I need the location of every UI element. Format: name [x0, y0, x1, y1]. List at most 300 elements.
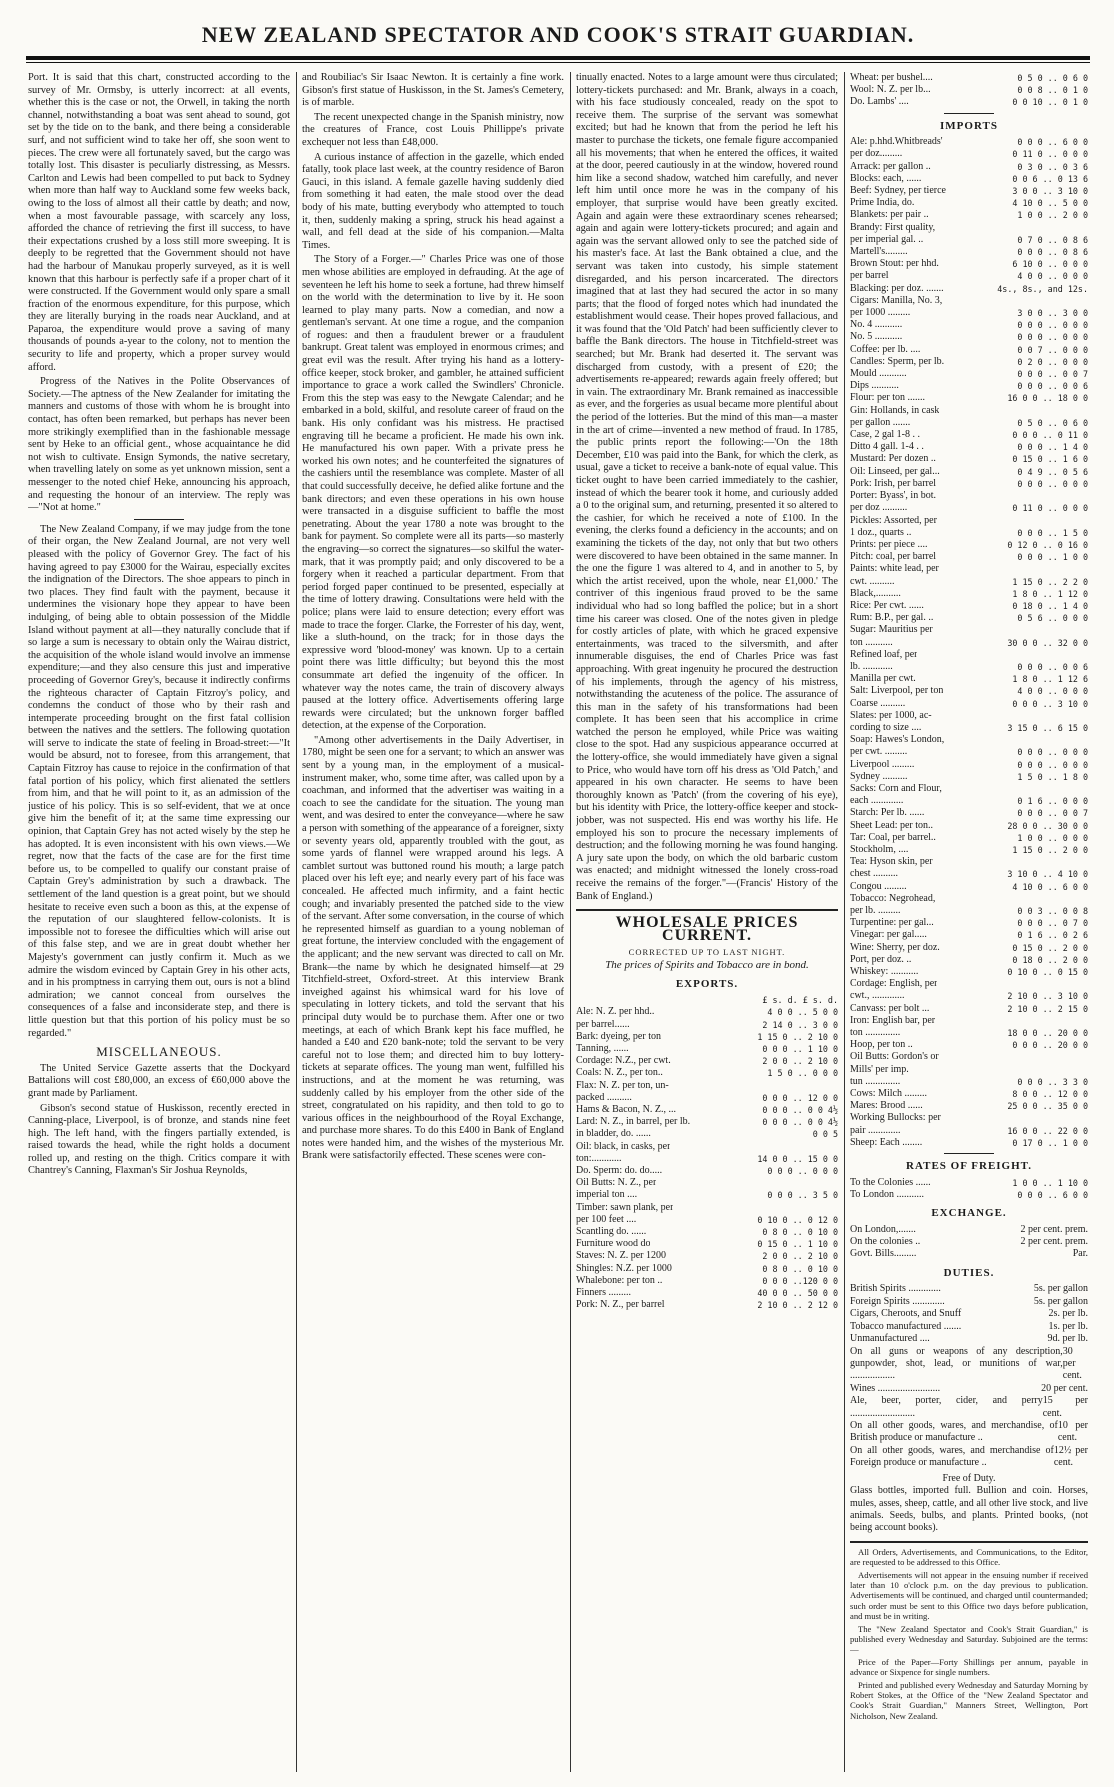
- item-value: 0 0 0 .. 0 0 0: [1017, 332, 1088, 343]
- price-row: [576, 1055, 838, 1067]
- duty-row: [850, 1383, 1088, 1395]
- item-value: 0 0 0 .. 0 8 6: [1017, 247, 1088, 258]
- price-row: [850, 84, 1088, 96]
- duty-row: [850, 1333, 1088, 1345]
- price-row: [576, 1153, 838, 1165]
- item-value: 0 17 0 .. 1 0 0: [1012, 1137, 1088, 1148]
- price-row: [850, 490, 1088, 502]
- exchange-row: [850, 1248, 1088, 1260]
- item-value: 16 0 0 .. 18 0 0: [1007, 393, 1088, 404]
- price-row: [850, 356, 1088, 368]
- item-value: 1 15 0 .. 2 2 0: [1012, 576, 1088, 587]
- masthead-rule: [26, 56, 1090, 60]
- item-label: Ale, beer, porter, cider, and perry ..........................: [850, 1395, 1043, 1419]
- price-row: [576, 1299, 838, 1311]
- item-label: Cigars, Cheroots, and Snuff: [850, 1308, 962, 1320]
- item-value: 0 0 0 .. 1 10 0: [762, 1043, 838, 1054]
- item-value: 0 11 0 .. 0 0 0: [1012, 149, 1088, 160]
- item-label: per barrel......: [576, 1018, 630, 1030]
- item-value: [1086, 1112, 1088, 1124]
- item-label: per cwt. .........: [850, 746, 908, 758]
- item-value: [1086, 710, 1088, 722]
- price-row: [850, 576, 1088, 588]
- item-label: On all other goods, wares, and merchandise of Foreign produce or manufacture ..: [850, 1444, 1054, 1469]
- item-label: Shingles: N.Z. per 1000: [576, 1262, 672, 1274]
- duty-row: [850, 1321, 1088, 1333]
- item-value: 0 0 0 .. 0 0 7: [1017, 808, 1088, 819]
- item-value: 0 0 0 .. 1 0 0: [1017, 552, 1088, 563]
- price-row: [850, 966, 1088, 978]
- price-row: [850, 856, 1088, 868]
- price-row: [850, 417, 1088, 429]
- item-label: Paints: white lead, per: [850, 563, 939, 575]
- duties-list: [850, 1283, 1088, 1469]
- price-row: [576, 1214, 838, 1226]
- item-label: Staves: N. Z. per 1200: [576, 1250, 666, 1262]
- item-label: per doz ..........: [850, 502, 908, 514]
- item-value: 0 0 0 .. 0 0 0: [1017, 759, 1088, 770]
- item-label: Do. Lambs' ....: [850, 96, 909, 108]
- item-value: 0 0 0 .. 0 11 0: [1012, 430, 1088, 441]
- price-row: [850, 551, 1088, 563]
- separator: [134, 519, 184, 520]
- price-row: [850, 197, 1088, 209]
- masthead: NEW ZEALAND SPECTATOR AND COOK'S STRAIT GUARDIAN.: [201, 22, 915, 47]
- column-divider: [844, 72, 845, 1772]
- price-row: [850, 612, 1088, 624]
- price-row: [850, 173, 1088, 185]
- price-row: [576, 1263, 838, 1275]
- item-value: 0 18 0 .. 1 4 0: [1012, 600, 1088, 611]
- item-value: 0 15 0 .. 2 0 0: [1012, 942, 1088, 953]
- price-row: [850, 649, 1088, 661]
- price-row: [850, 502, 1088, 514]
- item-value: 0 5 6 .. 0 0 0: [1017, 613, 1088, 624]
- duty-row: [850, 1346, 1088, 1383]
- price-row: [850, 978, 1088, 990]
- item-label: Govt. Bills.........: [850, 1248, 917, 1260]
- item-value: 30 0 0 .. 32 0 0: [1007, 637, 1088, 648]
- item-value: 2 0 0 .. 2 10 0: [762, 1056, 838, 1067]
- item-label: On London,.......: [850, 1223, 916, 1235]
- office-notice: Advertisements will not appear in the ensuing number if received later than 10 o'clock p.m. on the day previous to publication. Advertisements will be continued, and charged until countermanded; such order must be sent to this Office two days before publication, and must be in writing.: [850, 1569, 1088, 1622]
- price-row: [850, 539, 1088, 551]
- price-row: [850, 954, 1088, 966]
- item-value: [1086, 856, 1088, 868]
- price-row: [576, 1287, 838, 1299]
- item-label: Wines .........................: [850, 1382, 941, 1394]
- freight-row: [850, 1177, 1088, 1189]
- exchange-list: [850, 1224, 1088, 1261]
- item-value: [1086, 1015, 1088, 1027]
- item-value: 4 0 0 .. 5 0 0: [767, 1007, 838, 1018]
- item-label: Blacking: per doz. .......: [850, 282, 944, 294]
- item-label: Congou .........: [850, 880, 907, 892]
- free-of-duty-heading: Free of Duty.: [942, 1472, 996, 1484]
- item-label: Rum: B.P., per gal. ..: [850, 612, 934, 624]
- item-value: 4 0 0 .. 0 0 0: [1017, 271, 1088, 282]
- duties-heading: DUTIES.: [943, 1266, 995, 1279]
- item-value: 25 0 0 .. 35 0 0: [1007, 1101, 1088, 1112]
- duty-row: [850, 1395, 1088, 1420]
- item-label: Mould ...........: [850, 368, 907, 380]
- price-row: [850, 1100, 1088, 1112]
- item-label: Wool: N. Z. per lb...: [850, 84, 931, 96]
- item-label: tun ..............: [850, 1075, 901, 1087]
- exports-list: [576, 1006, 838, 1311]
- duty-row: [850, 1445, 1088, 1470]
- price-row: [576, 1238, 838, 1250]
- item-label: Ditto 4 gall. 1-4 . .: [850, 441, 924, 453]
- item-label: Sugar: Mauritius per: [850, 624, 933, 636]
- item-label: Mills' per imp.: [850, 1063, 909, 1075]
- item-value: 2 per cent. prem.: [1020, 1236, 1088, 1248]
- item-label: Tobacco manufactured .......: [850, 1320, 962, 1332]
- office-notice: Price of the Paper—Forty Shillings per annum, payable in advance or Sixpence for single numbers.: [850, 1656, 1088, 1678]
- exports-heading: EXPORTS.: [675, 977, 739, 990]
- item-value: 4 10 0 .. 5 0 0: [1012, 198, 1088, 209]
- price-row: [576, 1189, 838, 1201]
- item-label: cwt. ..........: [850, 575, 895, 587]
- item-label: Beef: Sydney, per tierce: [850, 185, 946, 197]
- item-value: 1 0 0 .. 0 0 0: [1017, 832, 1088, 843]
- item-label: ton ...........: [850, 636, 893, 648]
- item-value: 1 5 0 .. 0 0 0: [767, 1068, 838, 1079]
- price-row: [850, 624, 1088, 636]
- freight-heading: RATES OF FREIGHT.: [906, 1160, 1032, 1173]
- price-row: [850, 96, 1088, 108]
- price-row: [850, 1015, 1088, 1027]
- item-label: Ale: p.hhd.Whitbreads': [850, 136, 943, 148]
- item-value: [1086, 563, 1088, 575]
- item-value: 1 0 0 .. 1 10 0: [1012, 1177, 1088, 1188]
- price-row: [850, 283, 1088, 295]
- item-label: Blankets: per pair ..: [850, 209, 929, 221]
- price-row: [850, 429, 1088, 441]
- price-row: [850, 1064, 1088, 1076]
- item-label: Martell's.........: [850, 246, 908, 258]
- item-value: 0 10 0 .. 0 12 0: [757, 1214, 838, 1225]
- item-label: Finners .........: [576, 1287, 631, 1299]
- item-label: Turpentine: per gal...: [850, 917, 934, 929]
- price-row: [850, 1051, 1088, 1063]
- price-row: [850, 270, 1088, 282]
- item-value: 4s., 8s., and 12s.: [997, 283, 1088, 294]
- item-label: Sacks: Corn and Flour,: [850, 782, 942, 794]
- price-row: [850, 1076, 1088, 1088]
- price-row: [850, 698, 1088, 710]
- item-value: 0 8 0 .. 0 10 0: [762, 1263, 838, 1274]
- price-row: [850, 1112, 1088, 1124]
- price-row: [850, 710, 1088, 722]
- price-row: [850, 295, 1088, 307]
- item-value: 2 10 0 .. 2 15 0: [1007, 1003, 1088, 1014]
- item-value: 16 0 0 .. 22 0 0: [1007, 1125, 1088, 1136]
- price-row: [850, 258, 1088, 270]
- item-value: 5s. per gallon: [1033, 1283, 1088, 1295]
- item-value: 0 3 0 .. 0 3 6: [1017, 161, 1088, 172]
- price-row: [850, 319, 1088, 331]
- item-value: 0 0 0 .. 1 4 0: [1017, 442, 1088, 453]
- item-value: 2 0 0 .. 2 10 0: [762, 1251, 838, 1262]
- price-row: [576, 1006, 838, 1018]
- item-value: [1086, 295, 1088, 307]
- article-paragraph: "Among other advertisements in the Daily Advertiser, in 1780, might be seen one for a servant; to which an answer was sent by a young man, in the employment of a musical-instrument maker, who, some time after, was called upon by a coachman, and informed that the advertiser was waiting in a coach to see the candidate for the situation. The young man went, and was desired to enter the conveyance—where he saw a person with something of the appearance of a foreigner, sixty or seventy years old, apparently troubled with the gout, as some yards of flannel were wrapped around his legs. A camblet surtout was buttoned round his mouth; a large patch placed over his left eye; and nearly every part of his face was concealed. He affected much infirmity, and a faint hectic cough; and invariably presented the patched side to the view of the servant. After some conversation, in the course of which he represented himself as guardian to a young nobleman of great fortune, the interview concluded with the engagement of the applicant; and the new servant was directed to call on Mr. Brank—the name by which he designated himself—at 29 Titchfield-street, Oxford-street. At this interview Brank inveighed against his whimsical ward for his love of speculating in lottery tickets, and told the servant that his principal duty would be to purchase them. After one or two meetings, at each of which Brank kept his face muffled, he handed a £40 and £20 bank-note; told the servant to be very careful not to lose them; and directed him to buy lottery-tickets at separate offices. The young man went, fulfilled his instructions, and at the moment he was returning, was suddenly called by his employer from the other side of the street, congratulated on his rapidity, and then told to go to various offices in the neighbourhood of the Royal Exchange, and purchase more shares. To do this £400 in Bank of England notes were handed him, and the wishes of the mysterious Mr. Brank were satisfactorily effected. These scenes were con-: [302, 734, 564, 1162]
- item-value: 28 0 0 .. 30 0 0: [1007, 820, 1088, 831]
- office-notice: The "New Zealand Spectator and Cook's Strait Guardian," is published every Wednesday and Saturday. Subjoined are the terms:—: [850, 1623, 1088, 1655]
- item-value: 0 0 0 .. 0 0 0: [1017, 320, 1088, 331]
- item-value: 1 0 0 .. 2 0 0: [1017, 210, 1088, 221]
- item-label: Liverpool .........: [850, 758, 915, 770]
- item-label: Candles: Sperm, per lb.: [850, 355, 945, 367]
- item-label: Starch: Per lb. ......: [850, 807, 925, 819]
- price-row: [850, 868, 1088, 880]
- item-value: 8 0 0 .. 12 0 0: [1012, 1089, 1088, 1100]
- price-row: [850, 466, 1088, 478]
- item-value: 1 15 0 .. 2 10 0: [757, 1031, 838, 1042]
- price-row: [850, 820, 1088, 832]
- price-row: [850, 759, 1088, 771]
- item-label: each .............: [850, 795, 904, 807]
- item-value: 0 0 10 .. 0 1 0: [1012, 97, 1088, 108]
- item-value: 2s. per lb.: [1048, 1308, 1088, 1320]
- masthead-rule-thin: [26, 62, 1090, 63]
- price-row: [850, 527, 1088, 539]
- item-label: per imperial gal. ..: [850, 233, 924, 245]
- item-value: 14 0 0 .. 15 0 0: [757, 1153, 838, 1164]
- item-value: 1 8 0 .. 1 12 0: [1012, 588, 1088, 599]
- item-value: 3 0 0 .. 3 10 0: [1012, 186, 1088, 197]
- item-label: Coarse ..........: [850, 697, 906, 709]
- price-row: [850, 734, 1088, 746]
- price-row: [576, 1250, 838, 1262]
- item-label: Gin: Hollands, in cask: [850, 404, 940, 416]
- article-paragraph: The United Service Gazette asserts that the Dockyard Battalions will cost £80,000, an excess of €60,000 above the grant made by Parliament.: [28, 1062, 290, 1099]
- item-value: 0 0 0 .. 12 0 0: [762, 1092, 838, 1103]
- wholesale-subheading: CORRECTED UP TO LAST NIGHT.: [628, 947, 786, 958]
- item-value: 0 4 9 .. 0 5 6: [1017, 466, 1088, 477]
- item-label: Sheep: Each ........: [850, 1136, 923, 1148]
- price-row: [850, 1003, 1088, 1015]
- item-value: [1086, 1051, 1088, 1063]
- column-1: [28, 72, 290, 1772]
- office-notice: All Orders, Advertisements, and Communications, to the Editor, are requested to be addressed to this Office.: [850, 1546, 1088, 1568]
- price-row: [850, 722, 1088, 734]
- item-label: packed ..........: [576, 1091, 632, 1103]
- item-label: cwt., .............: [850, 990, 905, 1002]
- price-row: [850, 929, 1088, 941]
- item-label: Porter: Byass', in bot.: [850, 490, 936, 502]
- price-row: [850, 844, 1088, 856]
- item-label: Port, per doz. ..: [850, 953, 912, 965]
- exchange-row: [850, 1236, 1088, 1248]
- separator: [944, 1153, 994, 1154]
- price-row: [576, 1092, 838, 1104]
- item-value: 0 2 0 .. 0 0 0: [1017, 356, 1088, 367]
- price-row: [850, 331, 1088, 343]
- item-label: Oil: black, in casks, per: [576, 1140, 671, 1152]
- item-value: 3 10 0 .. 4 10 0: [1007, 869, 1088, 880]
- item-label: Arrack: per gallon ..: [850, 160, 931, 172]
- item-value: 40 0 0 .. 50 0 0: [757, 1288, 838, 1299]
- item-label: Working Bullocks: per: [850, 1112, 941, 1124]
- item-value: 0 0 0 .. 0 0 4½: [762, 1104, 838, 1115]
- item-value: 0 15 0 .. 1 6 0: [1012, 454, 1088, 465]
- price-row: [850, 783, 1088, 795]
- exchange-heading: EXCHANGE.: [931, 1207, 1007, 1220]
- item-label: Oil Butts: Gordon's or: [850, 1051, 939, 1063]
- price-row: [850, 795, 1088, 807]
- item-value: 0 0 0 .. 3 5 0: [767, 1190, 838, 1201]
- price-row: [850, 405, 1088, 417]
- item-value: [1086, 734, 1088, 746]
- item-label: Flax: N. Z. per ton, un-: [576, 1079, 669, 1091]
- item-value: 0 0 0 .. 3 3 0: [1017, 1076, 1088, 1087]
- price-row: [850, 661, 1088, 673]
- imports-heading: IMPORTS: [940, 119, 998, 132]
- price-row: [850, 905, 1088, 917]
- item-label: Ale: N. Z. per hhd..: [576, 1006, 655, 1018]
- item-value: 0 0 0 .. 0 0 4½: [762, 1117, 838, 1128]
- item-value: 3 15 0 .. 6 15 0: [1007, 722, 1088, 733]
- price-row: [850, 234, 1088, 246]
- item-label: Hams & Bacon, N. Z., ...: [576, 1103, 676, 1115]
- item-label: Furniture wood do: [576, 1238, 651, 1250]
- item-value: 0 1 6 .. 0 0 0: [1017, 796, 1088, 807]
- item-value: 3 0 0 .. 3 0 0: [1017, 308, 1088, 319]
- column-2: [302, 72, 564, 1772]
- item-value: [836, 1080, 838, 1092]
- item-value: 0 10 0 .. 0 15 0: [1007, 967, 1088, 978]
- section-rule: [576, 909, 838, 911]
- item-value: 0 0 0 .. 0 7 0: [1017, 918, 1088, 929]
- price-row: [850, 515, 1088, 527]
- price-row: [850, 307, 1088, 319]
- item-label: lb. ............: [850, 660, 893, 672]
- item-value: [1086, 405, 1088, 417]
- item-label: Wine: Sherry, per doz.: [850, 941, 940, 953]
- item-value: 0 0 0 ..120 0 0: [762, 1275, 838, 1286]
- item-label: Scantling do. ......: [576, 1226, 647, 1238]
- item-label: per 100 feet ....: [576, 1213, 637, 1225]
- price-row: [850, 72, 1088, 84]
- item-label: Soap: Hawes's London,: [850, 734, 945, 746]
- item-label: Brandy: First quality,: [850, 221, 936, 233]
- item-label: Whiskey: ...........: [850, 966, 919, 978]
- item-value: 0 12 0 .. 0 16 0: [1007, 539, 1088, 550]
- item-label: British Spirits .............: [850, 1283, 941, 1295]
- price-row: [850, 380, 1088, 392]
- item-label: Canvass: per bolt ...: [850, 1002, 930, 1014]
- item-value: 0 0 0 .. 6 0 0: [1017, 1189, 1088, 1200]
- item-label: per doz.........: [850, 148, 903, 160]
- item-value: 1 15 0 .. 2 0 0: [1012, 844, 1088, 855]
- item-label: To London ...........: [850, 1188, 925, 1200]
- item-label: per barrel: [850, 270, 889, 282]
- item-label: Rice: Per cwt. ......: [850, 599, 924, 611]
- price-row: [576, 1165, 838, 1177]
- price-row: [576, 1141, 838, 1153]
- separator: [944, 113, 994, 114]
- item-label: Coffee: per lb. ....: [850, 343, 921, 355]
- item-value: 0 0 0 .. 0 0 0: [767, 1166, 838, 1176]
- item-label: pair .............: [850, 1124, 901, 1136]
- article-paragraph: Progress of the Natives in the Polite Observances of Society.—The aptness of the New Zealander for imitating the manners and customs of those with whom he is brought into contact, has often been remarked, but perhaps has never been more strikingly exemplified than in the fashionable message sent by Heke to an official gent., whose acquaintance he did not wish to cultivate. Ensign Symonds, the native secretary, when travelling lately on some as yet unknown mission, sent a messenger to the noted chief Heke, announcing his approach, and requesting the honour of an interview. The reply was—"Not at home.": [28, 376, 290, 514]
- price-row: [850, 673, 1088, 685]
- item-label: per lb. .........: [850, 905, 901, 916]
- item-value: 0 0 0 .. 0 0 7: [1017, 369, 1088, 380]
- price-row: [850, 478, 1088, 490]
- price-row: [576, 1080, 838, 1092]
- price-row: [576, 1031, 838, 1043]
- item-value: 0 0 0 .. 0 0 6: [1017, 661, 1088, 672]
- item-label: On all guns or weapons of any description, gunpowder, shot, lead, or munitions of war, ..................: [850, 1345, 1063, 1382]
- item-label: Salt: Liverpool, per ton: [850, 685, 944, 697]
- item-label: Sheet Lead: per ton..: [850, 819, 934, 831]
- price-columns-header: £ s. d. £ s. d.: [762, 995, 838, 1006]
- price-row: [850, 917, 1088, 929]
- item-label: Flour: per ton .......: [850, 392, 925, 404]
- item-value: [1086, 490, 1088, 502]
- item-value: 20 per cent.: [1041, 1382, 1088, 1394]
- item-value: 2 10 0 .. 2 12 0: [757, 1300, 838, 1311]
- item-label: Refined loaf, per: [850, 648, 918, 660]
- price-row: [850, 185, 1088, 197]
- column-4: [850, 72, 1088, 1772]
- item-label: Mustard: Per dozen ..: [850, 453, 936, 465]
- item-label: cording to size ....: [850, 721, 922, 733]
- item-label: Hoop, per ton ..: [850, 1039, 913, 1051]
- item-label: Vinegar: per gal.....: [850, 929, 927, 941]
- item-value: [1086, 978, 1088, 990]
- item-label: Coals: N. Z., per ton..: [576, 1067, 663, 1079]
- item-value: 0 5 0 .. 0 6 0: [1017, 73, 1088, 83]
- item-label: chest ..........: [850, 868, 899, 880]
- item-label: Dips ...........: [850, 380, 899, 392]
- section-rule: [850, 1541, 1088, 1543]
- item-label: per gallon .......: [850, 416, 911, 428]
- free-of-duty-items: Glass bottles, imported full. Bullion and coin. Horses, mules, asses, sheep, cattle, and all other live stock, and live animals. Seeds, bulbs, and plants. Printed books, (not being account books).: [850, 1485, 1088, 1534]
- item-label: Oil Butts: N. Z., per: [576, 1177, 657, 1189]
- item-value: 18 0 0 .. 20 0 0: [1007, 1028, 1088, 1039]
- price-row: [850, 881, 1088, 893]
- item-value: [1086, 222, 1088, 234]
- item-value: 0 0 8 .. 0 1 0: [1017, 85, 1088, 96]
- price-row: [850, 1137, 1088, 1149]
- article-paragraph: tinually enacted. Notes to a large amount were thus circulated; lottery-tickets purchased: and Mr. Brank, always in a coach, with his face studiously concealed, ready on the spot to receive them. The surprise of the servant was somewhat excited; but had he known that from the period he left his master to purchase the tickets, one female figure accompanied all his movements; that when he entered the offices, it waited at the door, peered cautiously in at the window, hovered round him like a second shadow, watched him carefully, and never left him until once more he was in the company of his employer, that surprise would have been greatly excited. Again and again were these extraordinary scenes rehearsed; again and again were lottery-tickets procured; and again and again was the servant allowed only to see the patched side of his master's face. At last the Bank obtained a clue, and the servant was taken into custody, his simple statement disregarded, and his person incarcerated. The directors imagined that at last they had secured the actor in so many parts; that the flood of forged notes which had inundated the establishment would cease. Their hopes proved fallacious, and it was found that the 'Old Patch' had been sufficiently clever to baffle the Bank directors. The house in Titchfield-street was searched; but Mr. Brank had deserted it. The servant was discharged from custody, with a present of £20; the advertisements re-appeared; rewards again freely offered; but in vain. The extraordinary Mr. Brank remained as inaccessible as ever, and the forgeries as usual became more plentiful about the period of the lotteries. But the mind of this man—a master in the art of crime—invented a new method of fraud. In 1785, the public prints report the following:—'On the 18th December, £10 was paid into the Bank, for which the clerk, as usual, gave a ticket to receive a bank-note of equal value. This ticket ought to have been carried immediately to the cashier, instead of which the bearer took it home, and curiously added a 0 to the original sum, and returning, presented it so altered to the cashier, for which he received a note of £100. In the evening, the clerks found a deficiency in the accounts; and on examining the tickets of the day, not only that but two others were discovered to have been obtained in the same manner. In the one the figure 1 was altered to 4, and in another to 5, by which the artist received, upon the whole, near £1,000.' The contriver of this ingenious fraud proved to be the same individual who had so long baffled the police; but in a short time his career was closed. One of the notes given in pledge for costly articles of plate, with which he graced expensive entertainments, was traced to the silversmith, and after innumerable disguises, the end of Charles Price was fast approaching. With great ingenuity he procured the destruction of his implements, through the agency of his mistress, notwithstanding the acuteness of the police. The assurance of this man in the safety of his transformations had been complete. It has been seen that his accomplice in crime watched the person he employed, while Price was waiting close to the spot. Had any suspicious appearance occurred at the lottery-office, she would immediately have given a signal to Price, who would have torn off his dress as 'Old Patch,' and appeared in his own character. He seems to have been thoroughly known as 'Patch' (from the covering of his eye), but his identity with Price, the lottery-office keeper and stock-jobber, was not suspected. His end was worthy his life. He employed his son to procure the necessary implements of destruction; and the following morning he was found hanging. A jury sate upon the body, on which the old barbaric custom was enacted; and midnight witnessed the lonely cross-road receive the remains of the forger."—(Francis' History of the Bank of England.): [576, 72, 838, 902]
- item-label: Pitch: coal, per barrel: [850, 551, 937, 563]
- price-row: [850, 453, 1088, 465]
- item-label: Cows: Milch .........: [850, 1088, 927, 1100]
- price-row: [850, 161, 1088, 173]
- duty-row: [850, 1308, 1088, 1320]
- price-row: [850, 1039, 1088, 1051]
- price-row: [576, 1067, 838, 1079]
- item-label: Foreign Spirits .............: [850, 1295, 945, 1307]
- price-row: [850, 990, 1088, 1002]
- item-value: 0 8 0 .. 0 10 0: [762, 1227, 838, 1238]
- item-value: 0 15 0 .. 1 10 0: [757, 1239, 838, 1250]
- item-label: Mares: Brood ......: [850, 1100, 923, 1112]
- freight-list: [850, 1177, 1088, 1201]
- commodity-list: [850, 72, 1088, 109]
- item-value: 5s. per gallon: [1033, 1295, 1088, 1307]
- article-paragraph: and Roubiliac's Sir Isaac Newton. It is certainly a fine work. Gibson's first statue of Huskisson, in the St. James's Cemetery, is of marble.: [302, 72, 564, 109]
- item-value: 0 0 7 .. 0 0 0: [1017, 344, 1088, 355]
- item-label: Tea: Hyson skin, per: [850, 856, 933, 868]
- item-value: 0 1 6 .. 0 2 6: [1017, 930, 1088, 941]
- price-row: [576, 1128, 838, 1140]
